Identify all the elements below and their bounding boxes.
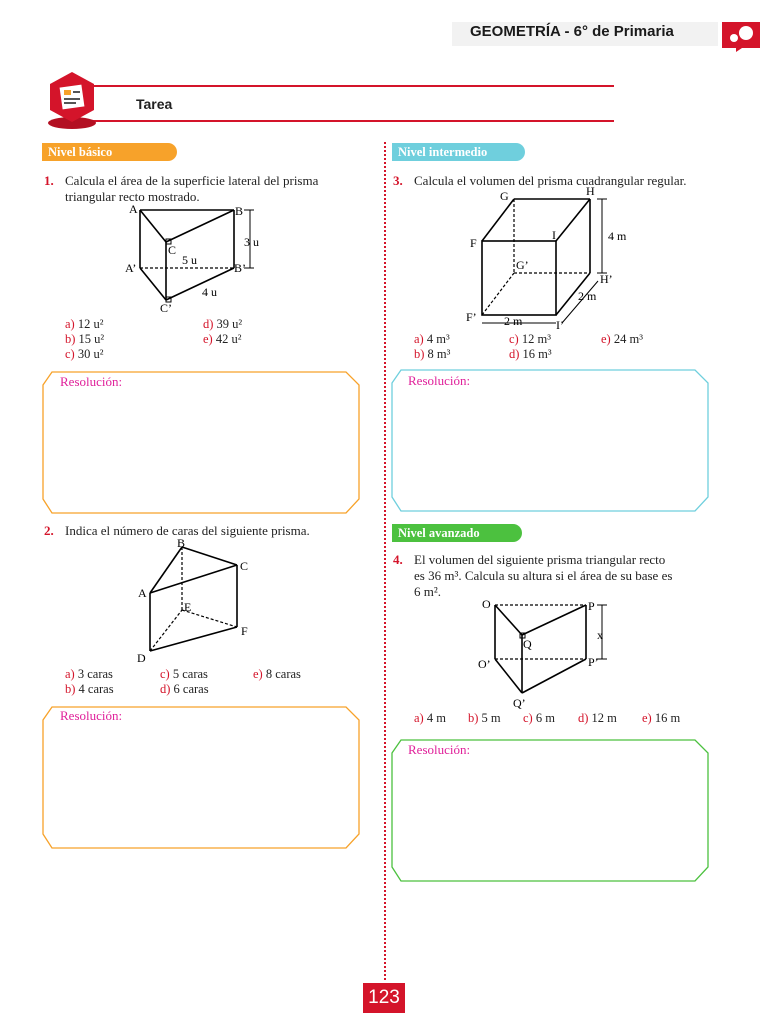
q4-option-d[interactable]: d) 12 m: [578, 711, 617, 725]
question-text: Calcula el área de la superficie lateral del prisma: [65, 173, 319, 188]
label-D: D: [137, 651, 146, 665]
q4-option-c[interactable]: c) 6 m: [523, 711, 555, 725]
q2-option-d[interactable]: d) 6 caras: [160, 682, 209, 696]
label-A: A: [138, 586, 147, 600]
resolution-label: Resolución:: [408, 373, 471, 388]
level-advanced-badge: Nivel avanzado: [392, 524, 522, 542]
label-B: B: [177, 536, 186, 550]
question-number: 3.: [393, 173, 403, 188]
q4-option-e[interactable]: e) 16 m: [642, 711, 681, 725]
label-side-1: 2 m: [504, 314, 523, 328]
label-Q: Q: [523, 637, 532, 651]
label-E: E: [184, 600, 192, 614]
label-F-prime: F’: [466, 310, 477, 324]
label-C: C: [240, 559, 249, 573]
resolution-label: Resolución:: [60, 708, 123, 723]
label-B: B: [235, 204, 244, 218]
question-text: El volumen del siguiente prisma triangular recto: [414, 552, 666, 567]
q4-option-a[interactable]: a) 4 m: [414, 711, 446, 725]
level-basic-badge: Nivel básico: [42, 143, 177, 161]
label-C: C: [168, 243, 177, 257]
triangular-prism-height-figure: [470, 593, 620, 711]
bottom-rule: [92, 120, 614, 122]
speech-bubbles-icon: [720, 18, 764, 52]
question-text: Indica el número de caras del siguiente prisma.: [65, 523, 310, 538]
label-I: I: [552, 228, 556, 242]
q4-option-b[interactable]: b) 5 m: [468, 711, 501, 725]
label-O: O: [482, 597, 491, 611]
q3-option-c[interactable]: c) 12 m³: [509, 332, 551, 346]
label-H: H: [586, 184, 595, 198]
q3-option-a[interactable]: a) 4 m³: [414, 332, 450, 346]
label-A-prime: A’: [125, 261, 137, 275]
q2-option-b[interactable]: b) 4 caras: [65, 682, 114, 696]
question-number: 1.: [44, 173, 54, 188]
label-height: 3 u: [244, 235, 259, 249]
q3-option-e[interactable]: e) 24 m³: [601, 332, 643, 346]
section-title: Tarea: [136, 96, 173, 112]
label-Q-prime: Q’: [513, 696, 526, 710]
q1-option-a[interactable]: a) 12 u²: [65, 317, 104, 331]
label-F: F: [470, 236, 477, 250]
question-text-line3: 6 m².: [414, 584, 442, 599]
q2-option-a[interactable]: a) 3 caras: [65, 667, 113, 681]
q1-option-b[interactable]: b) 15 u²: [65, 332, 105, 346]
resolution-box-2[interactable]: [42, 706, 360, 850]
question-number: 4.: [393, 552, 403, 567]
label-P: P: [588, 599, 595, 613]
prism-faces-figure: [130, 535, 260, 665]
question-number: 2.: [44, 523, 54, 538]
q3-option-d[interactable]: d) 16 m³: [509, 347, 552, 361]
label-height: 4 m: [608, 229, 627, 243]
page-number: 123: [363, 983, 405, 1013]
square-prism-figure: [462, 183, 632, 333]
label-B-prime: B’: [234, 261, 246, 275]
label-O-prime: O’: [478, 657, 491, 671]
label-H-prime: H’: [600, 272, 613, 286]
resolution-box-4[interactable]: [391, 739, 709, 883]
label-F: F: [241, 624, 248, 638]
label-width: 5 u: [182, 253, 197, 267]
label-side-2: 2 m: [578, 289, 597, 303]
top-rule: [92, 85, 614, 87]
page-header-title: GEOMETRÍA - 6° de Primaria: [470, 23, 674, 40]
q1-option-c[interactable]: c) 30 u²: [65, 347, 104, 361]
question-1: [44, 173, 364, 204]
label-G-prime: G’: [516, 258, 529, 272]
q1-option-d[interactable]: d) 39 u²: [203, 317, 243, 331]
resolution-box-3[interactable]: [391, 369, 709, 513]
question-text: Calcula el volumen del prisma cuadrangular regular.: [414, 173, 687, 188]
column-divider: [384, 142, 386, 980]
resolution-label: Resolución:: [408, 742, 471, 757]
resolution-label: Resolución:: [60, 374, 123, 389]
q3-option-b[interactable]: b) 8 m³: [414, 347, 451, 361]
label-A: A: [129, 202, 138, 216]
homework-icon: [40, 68, 104, 132]
label-G: G: [500, 189, 509, 203]
label-I-prime: I’: [556, 318, 564, 332]
label-P-prime: P’: [588, 655, 599, 669]
resolution-box-1[interactable]: [42, 371, 360, 515]
triangular-prism-figure: [120, 200, 280, 318]
q1-option-e[interactable]: e) 42 u²: [203, 332, 242, 346]
question-text-line2: triangular recto mostrado.: [65, 189, 200, 204]
q2-option-e[interactable]: e) 8 caras: [253, 667, 301, 681]
question-text-line2: es 36 m³. Calcula su altura si el área de su base es: [414, 568, 673, 583]
label-C-prime: C’: [160, 301, 172, 315]
level-intermediate-badge: Nivel intermedio: [392, 143, 525, 161]
label-x: x: [597, 628, 603, 642]
question-4: [393, 552, 723, 599]
q2-option-c[interactable]: c) 5 caras: [160, 667, 208, 681]
label-depth: 4 u: [202, 285, 217, 299]
